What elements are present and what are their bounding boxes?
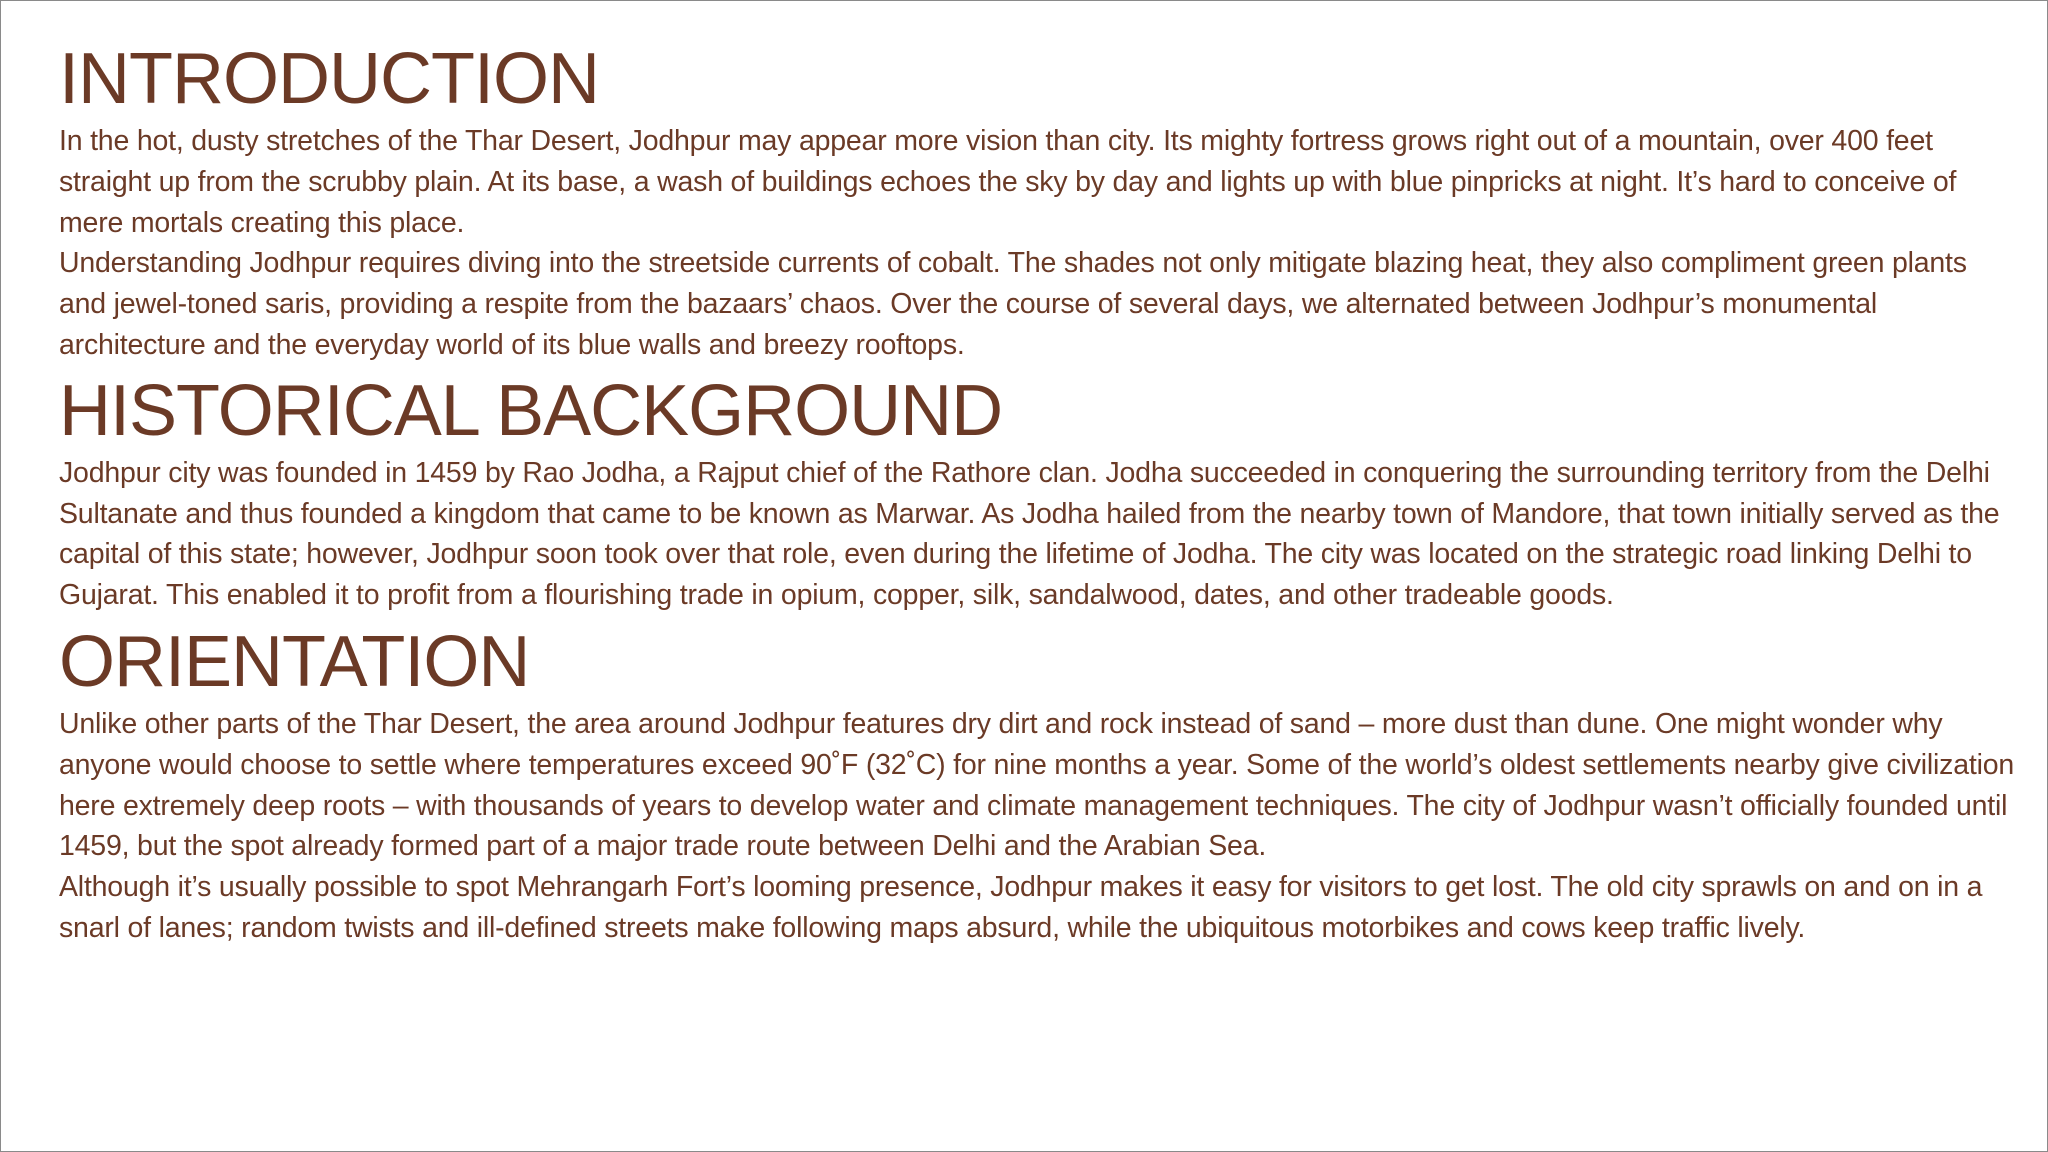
- historical-background-heading: HISTORICAL BACKGROUND: [59, 370, 1003, 451]
- historical-background-paragraph-1: Jodhpur city was founded in 1459 by Rao Jodha, a Rajput chief of the Rathore clan. Jodha succeeded in conquering the surrounding territory from the Delhi Sultanate and thus founded a kingdom that came to be known as Marwar. As Jodha hailed from the nearby town of Mandore, that town initially served as the capital of this state; however, Jodhpur soon took over that role, even during the lifetime of Jodha. The city was located on the strategic road linking Delhi to Gujarat. This enabled it to profit from a flourishing trade in opium, copper, silk, sandalwood, dates, and other tradeable goods.: [59, 456, 2000, 612]
- orientation-paragraph-2: Although it’s usually possible to spot Mehrangarh Fort’s looming presence, Jodhpur makes it easy for visitors to get lost. The old city sprawls on and on in a snarl of lanes; random twists and ill-defined streets make following maps absurd, while the ubiquitous motorbikes and cows keep traffic lively.: [59, 871, 1983, 944]
- orientation-heading: ORIENTATION: [59, 621, 530, 702]
- introduction-paragraph-2: Understanding Jodhpur requires diving into the streetside currents of cobalt. The shades not only mitigate blazing heat, they also compliment green plants and jewel-toned saris, providing a respite from the bazaars’ chaos. Over the course of several days, we alternated between Jodhpur’s monumental architecture and the everyday world of its blue walls and breezy rooftops.: [59, 247, 1967, 361]
- slide-content: [59, 37, 2019, 949]
- orientation-paragraph-1: Unlike other parts of the Thar Desert, the area around Jodhpur features dry dirt and rock instead of sand – more dust than dune. One might wonder why anyone would choose to settle where temperatures exceed 90˚F (32˚C) for nine months a year. Some of the world’s oldest settlements nearby give civilization here extremely deep roots – with thousands of years to develop water and climate management techniques. The city of Jodhpur wasn’t officially founded until 1459, but the spot already formed part of a major trade route between Delhi and the Arabian Sea.: [59, 707, 2014, 863]
- introduction-heading: INTRODUCTION: [59, 39, 599, 119]
- introduction-section: [59, 37, 2019, 366]
- orientation-section: [59, 620, 2019, 949]
- historical-background-section: [59, 369, 2019, 616]
- introduction-paragraph-1: In the hot, dusty stretches of the Thar Desert, Jodhpur may appear more vision than city. Its mighty fortress grows right out of a mountain, over 400 feet straight up from the scrubby plain. At its base, a wash of buildings echoes the sky by day and lights up with blue pinpricks at night. It’s hard to conceive of mere mortals creating this place.: [59, 125, 1957, 239]
